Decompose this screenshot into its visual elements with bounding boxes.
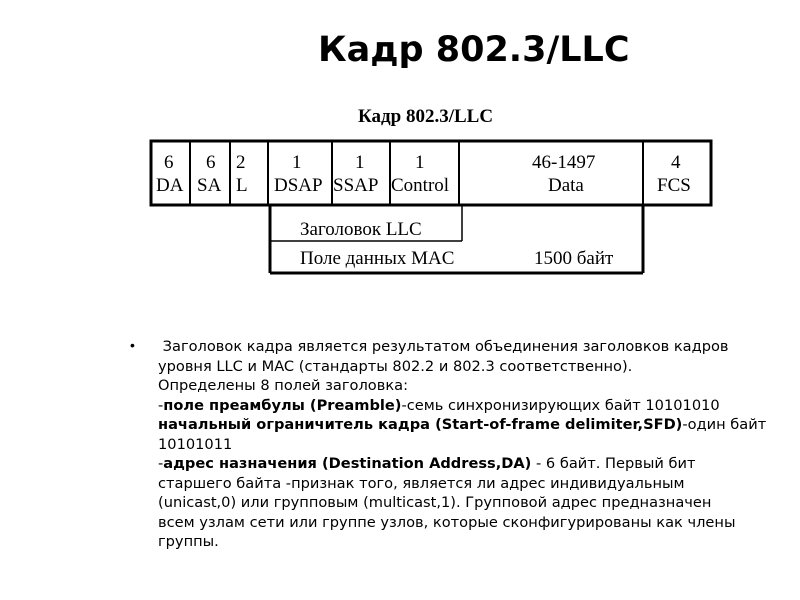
sfd-line (158, 415, 790, 435)
da-desc: - 6 байт. Первый бит (531, 455, 696, 472)
mac-data-size: 1500 байт (534, 248, 614, 269)
mac-data-label: Поле данных MAC (300, 248, 455, 269)
bullet-line (158, 337, 790, 357)
bullet-line: (unicast,0) или групповым (multicast,1). Групповой адрес предназначен (158, 494, 712, 511)
field-size-sa: 6 (206, 152, 216, 173)
bullet-line: всем узлам сети или группе узлов, которые сконфигурированы как члены (158, 513, 736, 531)
preamble-line (158, 396, 790, 416)
field-name-sa: SA (197, 175, 222, 196)
bullet-marker: • (130, 337, 135, 353)
sfd-term: начальный ограничитель кадра (Start-of-frame delimiter,SFD) (158, 416, 683, 433)
field-size-da: 6 (164, 152, 174, 173)
bullet-line: Определены 8 полей заголовка: (158, 377, 409, 394)
bullet-line: старшего байта -признак того, является ли адрес индивидуальным (158, 474, 685, 492)
da-line (158, 454, 790, 474)
da-term: адрес назначения (Destination Address,DA) (163, 455, 532, 472)
field-size-fcs: 4 (671, 152, 681, 173)
frame-structure-diagram (140, 95, 720, 280)
preamble-desc: -семь синхронизирующих байт 10101010 (401, 396, 720, 414)
da-prefix: - (158, 455, 164, 472)
field-name-data: Data (548, 175, 584, 196)
slide-title: Кадр 802.3/LLC (318, 30, 630, 70)
field-name-control: Control (391, 175, 450, 196)
field-size-dsap: 1 (292, 152, 302, 173)
field-name-ssap: SSAP (333, 175, 379, 196)
bullet-line: группы. (158, 533, 219, 550)
preamble-term: поле преамбулы (Preamble) (163, 396, 402, 414)
sfd-value: 10101011 (158, 435, 233, 453)
sfd-desc: -один байт (682, 416, 767, 433)
preamble-prefix: - (158, 396, 164, 414)
field-name-l: L (236, 175, 248, 196)
diagram-caption: Кадр 802.3/LLC (358, 106, 494, 127)
field-name-dsap: DSAP (274, 175, 323, 196)
field-name-da: DA (156, 175, 184, 196)
field-size-control: 1 (415, 152, 425, 173)
bullet-text (158, 337, 790, 552)
llc-header-label: Заголовок LLC (300, 219, 422, 240)
field-size-data: 46-1497 (532, 152, 596, 173)
bullet-line: уровня LLC и MAC (стандарты 802.2 и 802.3 соответственно). (158, 357, 633, 375)
field-name-fcs: FCS (657, 175, 691, 196)
field-size-ssap: 1 (355, 152, 365, 173)
field-size-l: 2 (236, 152, 246, 173)
bullet-line-text: Заголовок кадра является результатом объединения заголовков кадров (162, 338, 729, 355)
